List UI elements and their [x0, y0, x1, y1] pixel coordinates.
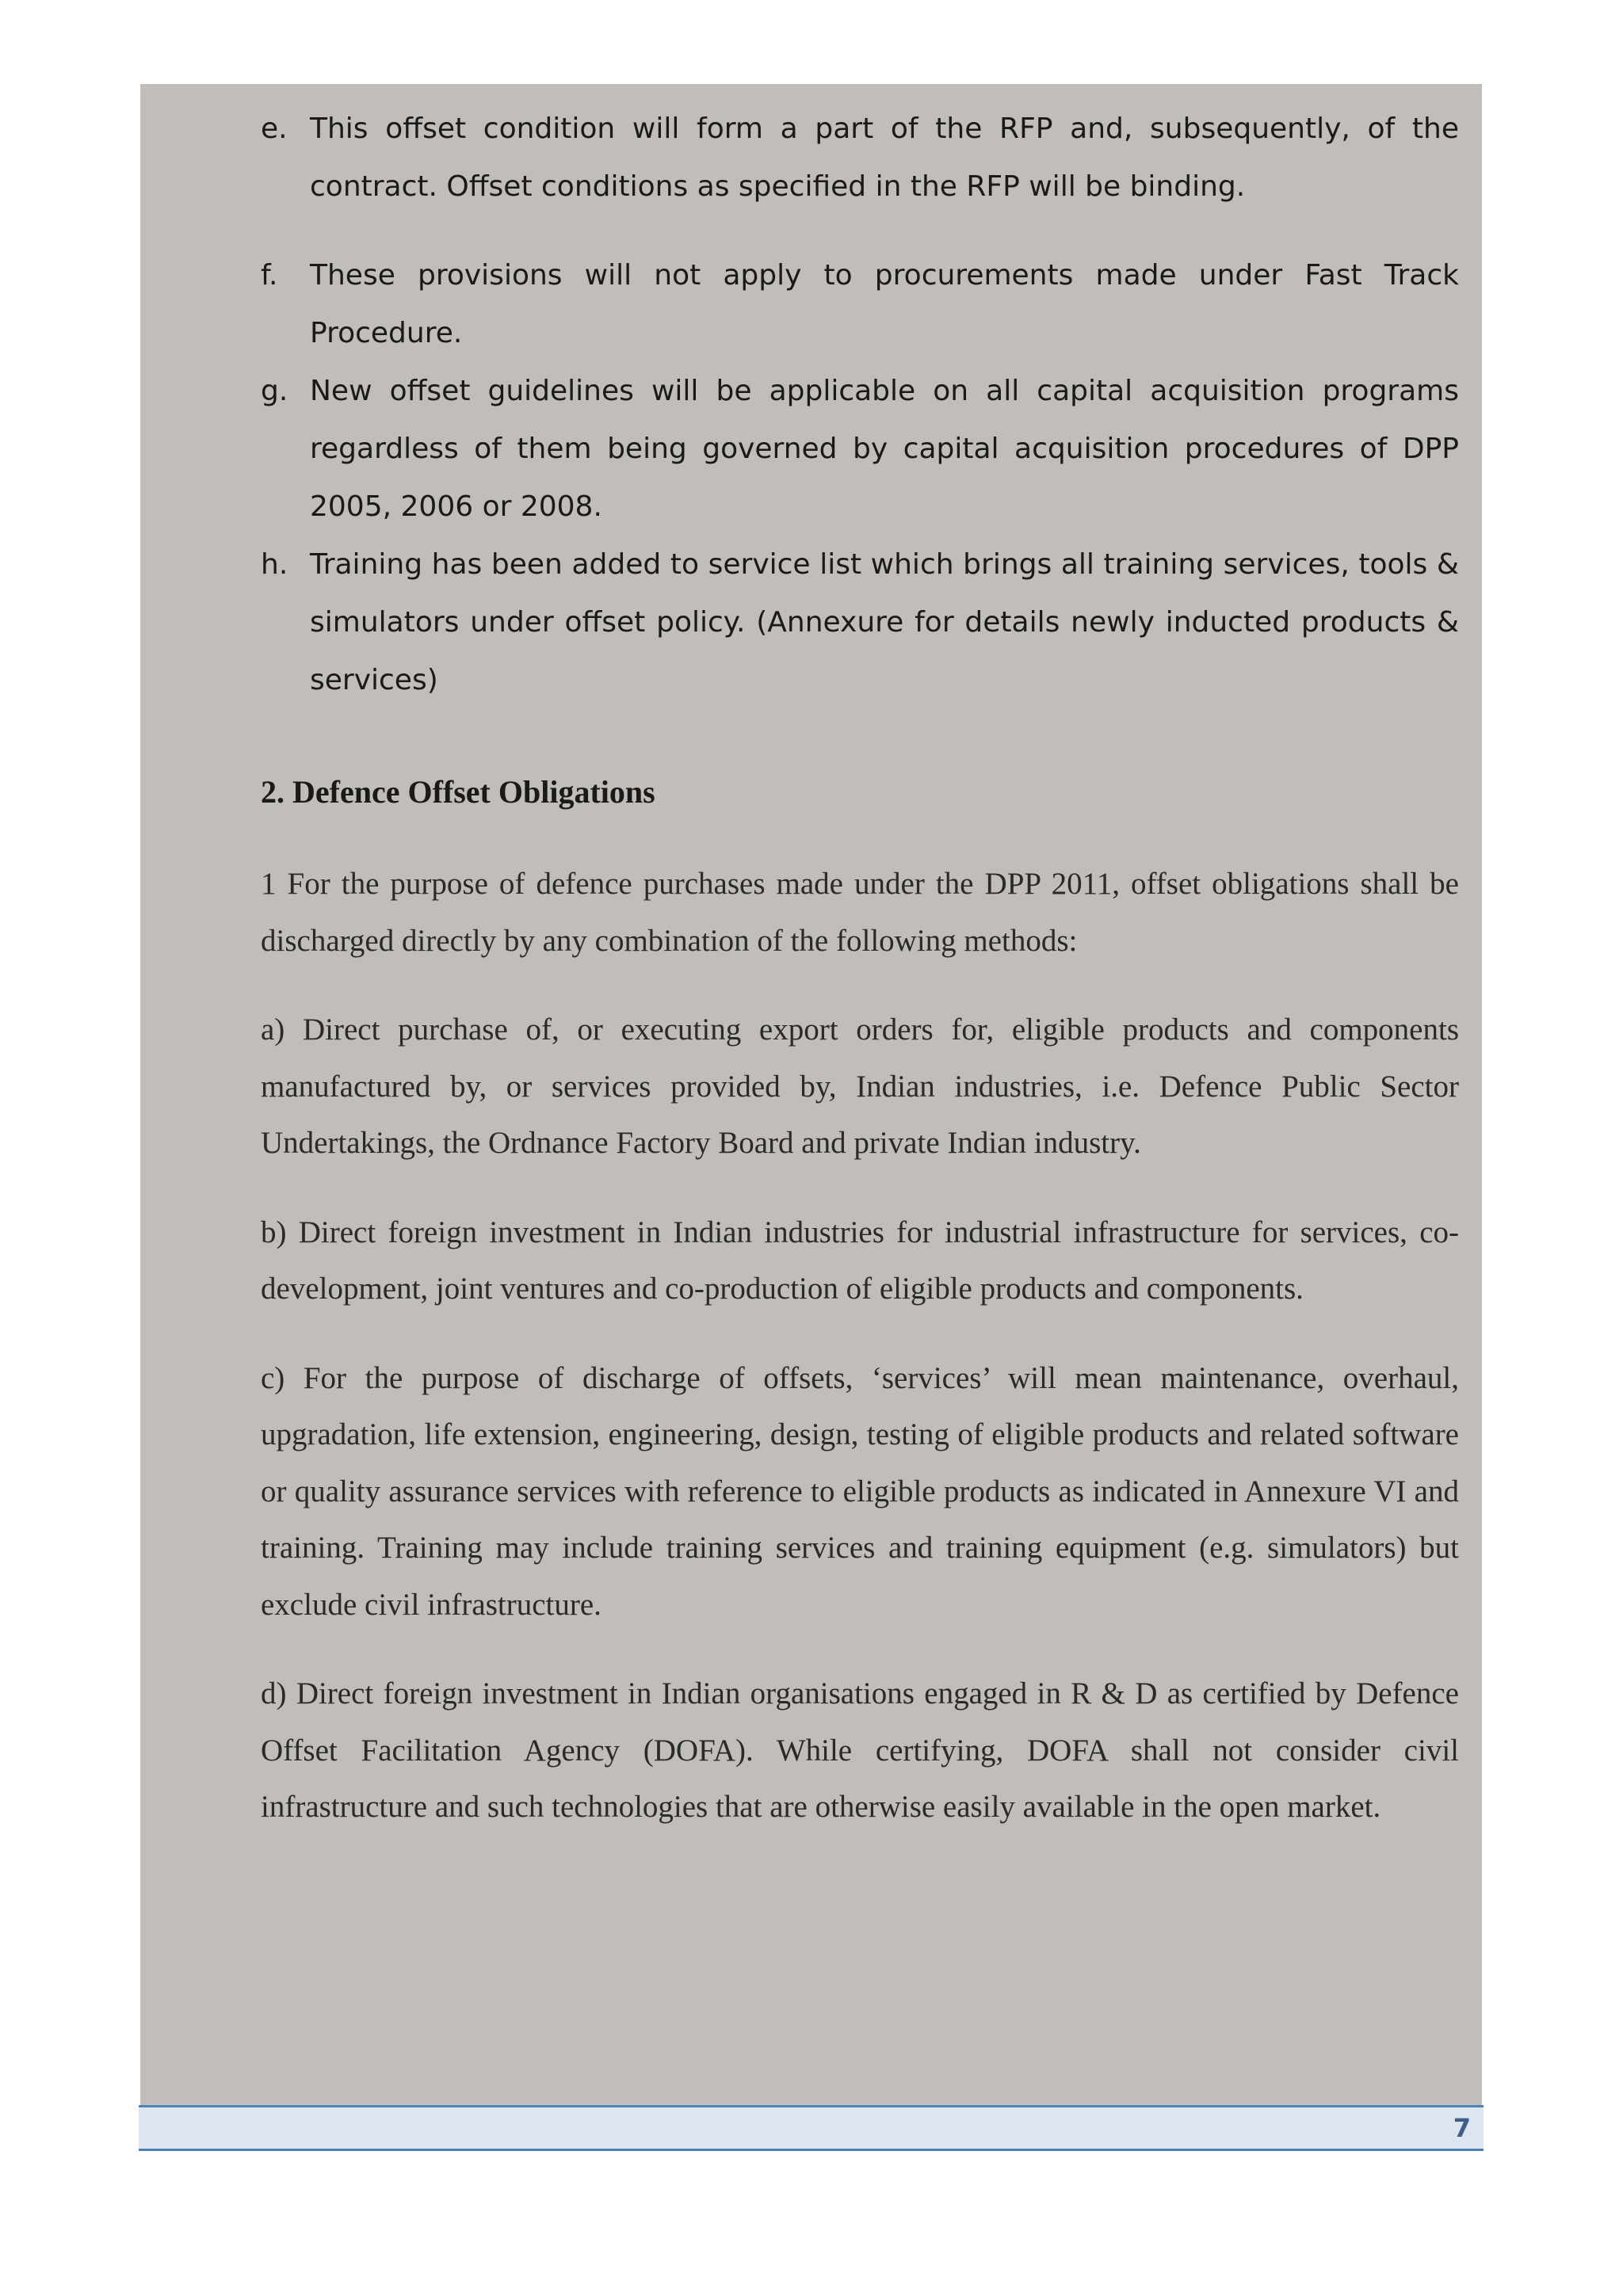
list-item-h — [261, 536, 1459, 709]
list-item-text: This offset condition will form a part of the RFP and, subsequently, of the contract. Offset conditions as specified in the RFP will be binding. — [310, 113, 1459, 203]
list-item-text: These provisions will not apply to procurements made under Fast Track Procedure. — [310, 259, 1459, 349]
section-body — [261, 856, 1459, 1868]
list-marker: e. — [261, 113, 288, 145]
section-heading: 2. Defence Offset Obligations — [261, 774, 655, 810]
list-item-e — [261, 100, 1459, 215]
paragraph-a: a) Direct purchase of, or executing export orders for, eligible products and components manufactured by, or services provided by, Indian industries, i.e. Defence Public Sector Undertakings, the Ordnance Factory Board and private Indian industry. — [261, 1013, 1459, 1160]
list-marker: f. — [261, 259, 278, 292]
page-number: 7 — [1453, 2113, 1471, 2143]
page-footer — [139, 2105, 1484, 2151]
list-marker: h. — [261, 548, 288, 581]
list-item-g — [261, 362, 1459, 536]
list-item-f — [261, 246, 1459, 362]
paragraph-d: d) Direct foreign investment in Indian organisations engaged in R & D as certified by Defence Offset Facilitation Agency (DOFA). While certifying, DOFA shall not consider civil infrastructure and such technologies that are otherwise easily available in the open market. — [261, 1676, 1459, 1824]
list-item-text: New offset guidelines will be applicable on all capital acquisition programs regardless of them being governed by capital acquisition procedures of DPP 2005, 2006 or 2008. — [310, 375, 1459, 523]
list-item-text: Training has been added to service list which brings all training services, tools & simulators under offset policy. (Annexure for details newly inducted products & services) — [310, 548, 1459, 696]
paragraph-b: b) Direct foreign investment in Indian industries for industrial infrastructure for services, co-development, joint ventures and co-production of eligible products and components. — [261, 1215, 1459, 1306]
paragraph-intro: 1 For the purpose of defence purchases made under the DPP 2011, offset obligations shall be discharged directly by any combination of the following methods: — [261, 867, 1459, 958]
paragraph-c: c) For the purpose of discharge of offsets, ‘services’ will mean maintenance, overhaul, upgradation, life extension, engineering, design, testing of eligible products and related software or quality assurance services with reference to eligible products as indicated in Annexure VI and training. Training may include training services and training equipment (e.g. simulators) but exclude civil infrastructure. — [261, 1360, 1459, 1622]
offset-conditions-list — [261, 100, 1459, 709]
list-marker: g. — [261, 375, 288, 407]
